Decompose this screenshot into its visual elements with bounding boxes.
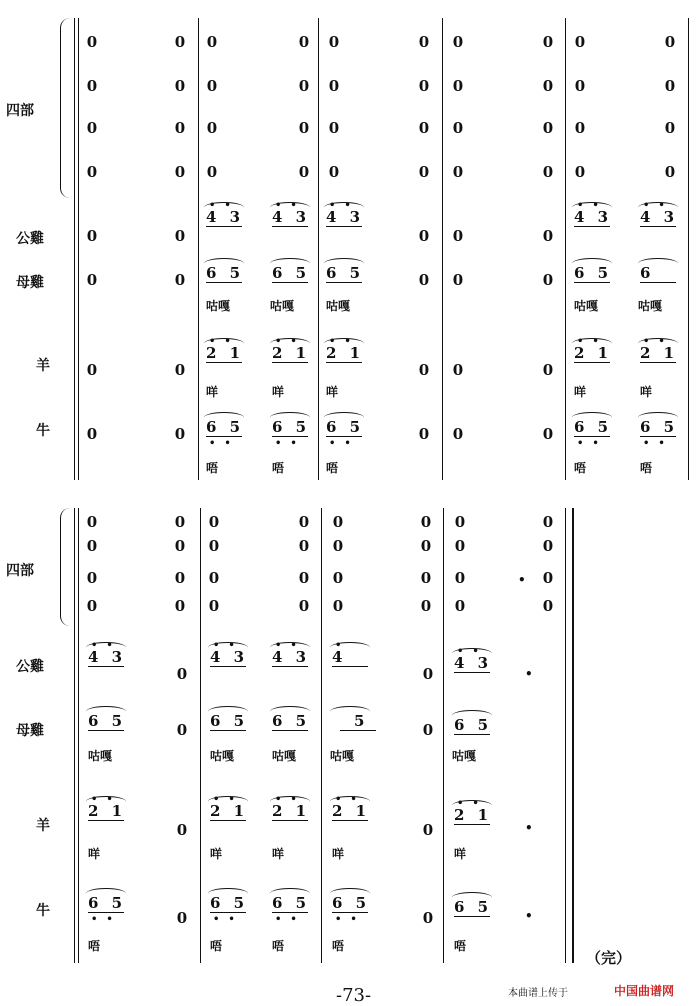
rest-zero: 0 xyxy=(176,721,188,739)
rest-zero: 0 xyxy=(418,163,430,181)
barline xyxy=(565,18,566,480)
rest-zero: 0 xyxy=(422,821,434,839)
rest-zero: 0 xyxy=(86,537,98,555)
lyric-chicken: 咕嘎 xyxy=(270,299,295,313)
barline xyxy=(74,18,75,480)
rest-zero: 0 xyxy=(542,33,554,51)
rest-zero: 0 xyxy=(574,33,586,51)
rest-zero: 0 xyxy=(174,537,186,555)
rest-zero: 0 xyxy=(542,271,554,289)
final-barline xyxy=(572,508,574,963)
rest-zero: 0 xyxy=(664,119,676,137)
rest-zero: 0 xyxy=(542,569,554,587)
fermata-dot: • xyxy=(525,909,533,923)
rest-zero: 0 xyxy=(542,597,554,615)
lyric-sheep: 咩 xyxy=(88,847,101,861)
lyric-sheep: 咩 xyxy=(454,847,467,861)
rest-zero: 0 xyxy=(86,271,98,289)
lyric-sheep: 咩 xyxy=(326,385,339,399)
barline xyxy=(78,508,79,963)
rest-zero: 0 xyxy=(86,33,98,51)
lyric-cow: 唔 xyxy=(88,939,101,953)
rest-zero: 0 xyxy=(176,665,188,683)
rest-zero: 0 xyxy=(176,909,188,927)
lyric-sheep: 咩 xyxy=(640,385,653,399)
rest-zero: 0 xyxy=(208,569,220,587)
rest-zero: 0 xyxy=(418,33,430,51)
part-label-muji-2: 母雞 xyxy=(16,723,44,739)
rest-zero: 0 xyxy=(418,425,430,443)
barline xyxy=(442,18,443,480)
part-label-sibu: 四部 xyxy=(6,103,34,119)
rest-zero: 0 xyxy=(208,597,220,615)
rest-zero: 0 xyxy=(174,425,186,443)
fermata-dot: • xyxy=(525,821,533,835)
rest-zero: 0 xyxy=(86,163,98,181)
lyric-chicken: 咕嘎 xyxy=(330,749,355,763)
rest-zero: 0 xyxy=(452,425,464,443)
lyric-cow: 唔 xyxy=(210,939,223,953)
fermata-dot: • xyxy=(518,573,526,587)
rest-zero: 0 xyxy=(206,33,218,51)
lyric-chicken: 咕嘎 xyxy=(326,299,351,313)
lyric-cow: 唔 xyxy=(640,461,653,475)
rest-zero: 0 xyxy=(452,163,464,181)
lyric-cow: 唔 xyxy=(454,939,467,953)
rest-zero: 0 xyxy=(328,77,340,95)
rest-zero: 0 xyxy=(422,909,434,927)
barline xyxy=(74,508,75,963)
rest-zero: 0 xyxy=(420,569,432,587)
lyric-cow: 唔 xyxy=(272,461,285,475)
rest-zero: 0 xyxy=(418,119,430,137)
lyric-chicken: 咕嘎 xyxy=(88,749,113,763)
rest-zero: 0 xyxy=(328,163,340,181)
rest-zero: 0 xyxy=(542,361,554,379)
sibu-brace-2 xyxy=(60,508,71,626)
lyric-cow: 唔 xyxy=(272,939,285,953)
rest-zero: 0 xyxy=(208,513,220,531)
rest-zero: 0 xyxy=(174,33,186,51)
rest-zero: 0 xyxy=(206,163,218,181)
lyric-chicken: 咕嘎 xyxy=(206,299,231,313)
rest-zero: 0 xyxy=(452,33,464,51)
rest-zero: 0 xyxy=(86,227,98,245)
rest-zero: 0 xyxy=(420,513,432,531)
lyric-sheep: 咩 xyxy=(272,847,285,861)
lyric-cow: 唔 xyxy=(574,461,587,475)
rest-zero: 0 xyxy=(86,425,98,443)
rest-zero: 0 xyxy=(542,537,554,555)
rest-zero: 0 xyxy=(418,227,430,245)
rest-zero: 0 xyxy=(206,119,218,137)
rest-zero: 0 xyxy=(328,119,340,137)
part-label-yang: 羊 xyxy=(36,358,50,374)
rest-zero: 0 xyxy=(664,163,676,181)
rest-zero: 0 xyxy=(298,33,310,51)
rest-zero: 0 xyxy=(332,569,344,587)
rest-zero: 0 xyxy=(298,597,310,615)
barline xyxy=(78,18,79,480)
credit-text: 本曲谱上传于 xyxy=(508,988,568,999)
rest-zero: 0 xyxy=(542,227,554,245)
lyric-sheep: 咩 xyxy=(332,847,345,861)
rest-zero: 0 xyxy=(86,361,98,379)
lyric-cow: 唔 xyxy=(206,461,219,475)
barline xyxy=(198,18,199,480)
fermata-dot: • xyxy=(525,667,533,681)
rest-zero: 0 xyxy=(452,77,464,95)
rest-zero: 0 xyxy=(574,163,586,181)
lyric-chicken: 咕嘎 xyxy=(272,749,297,763)
rest-zero: 0 xyxy=(452,227,464,245)
sibu-brace xyxy=(60,18,71,198)
part-label-niu: 牛 xyxy=(36,423,50,439)
rest-zero: 0 xyxy=(422,721,434,739)
rest-zero: 0 xyxy=(452,119,464,137)
rest-zero: 0 xyxy=(174,119,186,137)
rest-zero: 0 xyxy=(298,77,310,95)
rest-zero: 0 xyxy=(574,119,586,137)
barline xyxy=(318,18,319,480)
rest-zero: 0 xyxy=(206,77,218,95)
rest-zero: 0 xyxy=(328,33,340,51)
part-label-sibu-2: 四部 xyxy=(6,563,34,579)
rest-zero: 0 xyxy=(174,163,186,181)
rest-zero: 0 xyxy=(452,361,464,379)
lyric-chicken: 咕嘎 xyxy=(574,299,599,313)
rest-zero: 0 xyxy=(418,77,430,95)
rest-zero: 0 xyxy=(452,271,464,289)
rest-zero: 0 xyxy=(176,821,188,839)
rest-zero: 0 xyxy=(420,597,432,615)
rest-zero: 0 xyxy=(208,537,220,555)
rest-zero: 0 xyxy=(298,513,310,531)
rest-zero: 0 xyxy=(542,513,554,531)
rest-zero: 0 xyxy=(332,537,344,555)
rest-zero: 0 xyxy=(418,361,430,379)
lyric-sheep: 咩 xyxy=(272,385,285,399)
rest-zero: 0 xyxy=(298,569,310,587)
rest-zero: 0 xyxy=(298,537,310,555)
rest-zero: 0 xyxy=(174,513,186,531)
rest-zero: 0 xyxy=(542,119,554,137)
lyric-chicken: 咕嘎 xyxy=(210,749,235,763)
rest-zero: 0 xyxy=(298,119,310,137)
rest-zero: 0 xyxy=(332,513,344,531)
rest-zero: 0 xyxy=(86,597,98,615)
lyric-cow: 唔 xyxy=(326,461,339,475)
rest-zero: 0 xyxy=(174,361,186,379)
lyric-chicken: 咕嘎 xyxy=(638,299,663,313)
rest-zero: 0 xyxy=(174,77,186,95)
part-label-muji: 母雞 xyxy=(16,275,44,291)
rest-zero: 0 xyxy=(454,513,466,531)
barline xyxy=(321,508,322,963)
lyric-cow: 唔 xyxy=(332,939,345,953)
rest-zero: 0 xyxy=(542,163,554,181)
rest-zero: 0 xyxy=(664,33,676,51)
lyric-chicken: 咕嘎 xyxy=(452,749,477,763)
rest-zero: 0 xyxy=(174,569,186,587)
part-label-niu-2: 牛 xyxy=(36,903,50,919)
barline xyxy=(200,508,201,963)
rest-zero: 0 xyxy=(418,271,430,289)
part-label-gongji: 公雞 xyxy=(16,231,44,247)
barline xyxy=(443,508,444,963)
rest-zero: 0 xyxy=(86,569,98,587)
rest-zero: 0 xyxy=(454,569,466,587)
rest-zero: 0 xyxy=(174,597,186,615)
page-number: -73- xyxy=(336,985,372,1006)
barline xyxy=(688,18,689,480)
rest-zero: 0 xyxy=(542,425,554,443)
rest-zero: 0 xyxy=(298,163,310,181)
lyric-sheep: 咩 xyxy=(210,847,223,861)
rest-zero: 0 xyxy=(574,77,586,95)
lyric-sheep: 咩 xyxy=(574,385,587,399)
rest-zero: 0 xyxy=(86,513,98,531)
rest-zero: 0 xyxy=(174,227,186,245)
part-label-yang-2: 羊 xyxy=(36,818,50,834)
rest-zero: 0 xyxy=(422,665,434,683)
barline xyxy=(565,508,566,963)
lyric-sheep: 咩 xyxy=(206,385,219,399)
rest-zero: 0 xyxy=(332,597,344,615)
rest-zero: 0 xyxy=(174,271,186,289)
part-label-gongji-2: 公雞 xyxy=(16,659,44,675)
rest-zero: 0 xyxy=(420,537,432,555)
end-mark: （完） xyxy=(586,949,632,967)
rest-zero: 0 xyxy=(664,77,676,95)
rest-zero: 0 xyxy=(454,537,466,555)
rest-zero: 0 xyxy=(86,77,98,95)
rest-zero: 0 xyxy=(542,77,554,95)
site-name: 中国曲谱网 xyxy=(614,984,675,998)
rest-zero: 0 xyxy=(86,119,98,137)
rest-zero: 0 xyxy=(454,597,466,615)
